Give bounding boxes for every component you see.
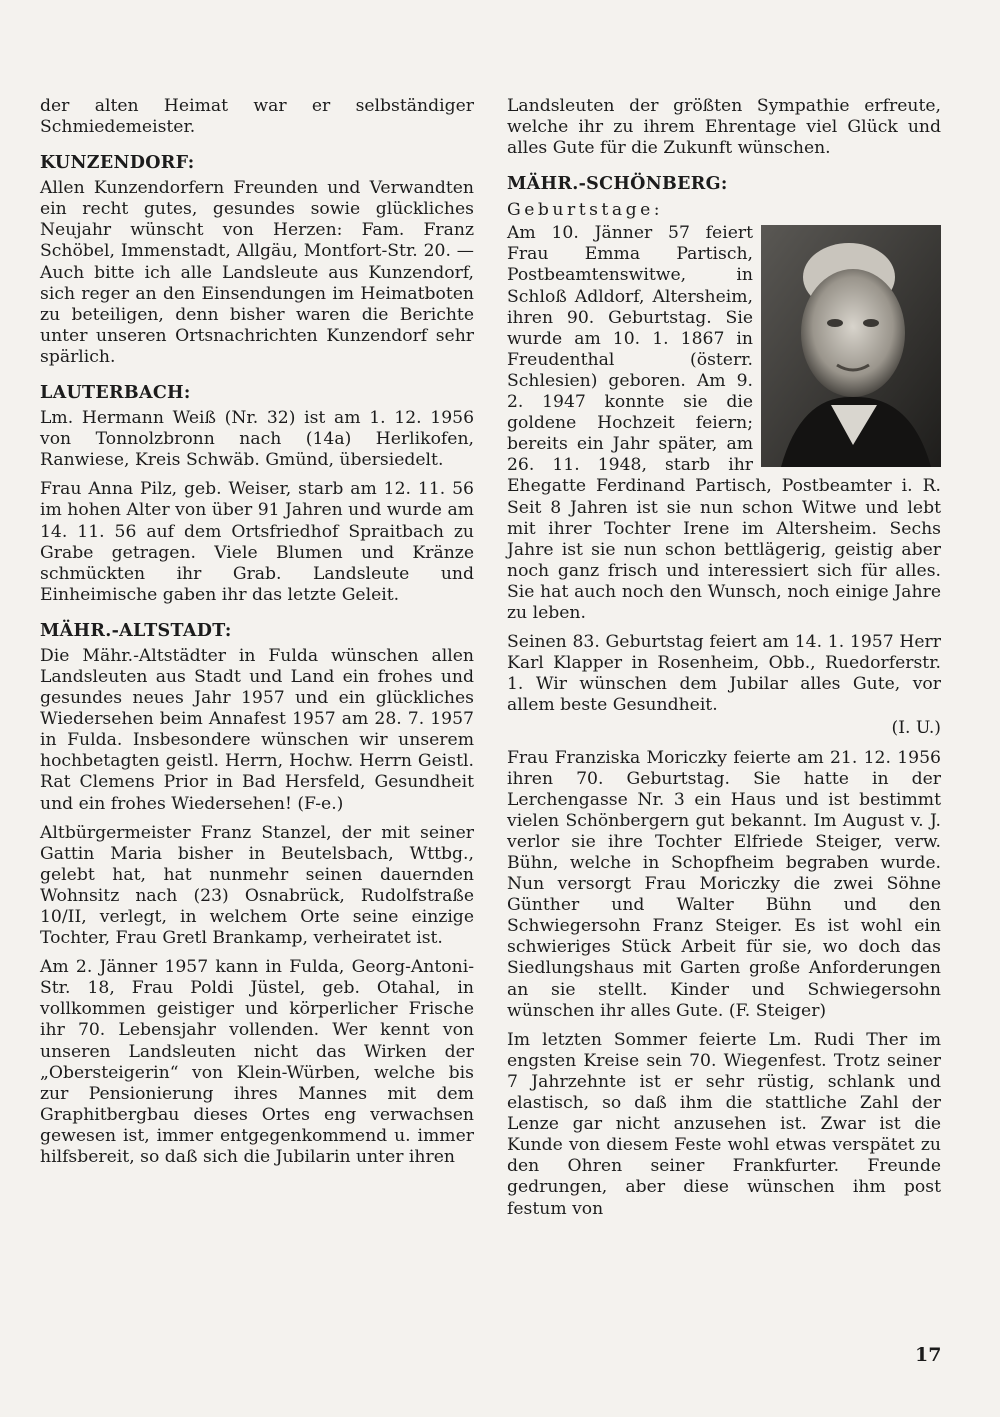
text-block: Die Mähr.-Altstädter in Fulda wünschen allen Landsleuten aus Stadt und Land ein frohes und gesundes neues Jahr 1957 und ein glückliches Wiedersehen beim Annafest 1957 am 28. 7. 1957 in Fulda. Insbesondere wünschen wir unserem hochbetagten geistl. Herrn, Hochw. Herrn Geistl. Rat Clemens Prior in Bad Hersfeld, Gesundheit und ein frohes Wiedersehen! (F-e.): [40, 645, 474, 814]
left-column: [40, 96, 474, 1176]
text-block: Altbürgermeister Franz Stanzel, der mit seiner Gattin Maria bisher in Beutelsbach, Wttbg., gelebt hat, hat nunmehr seinen dauernden Wohnsitz nach (23) Osnabrück, Rudolfstraße 10/II, verlegt, in welchem Orte seine einzige Tochter, Frau Gretl Brankamp, verheiratet ist.: [40, 822, 474, 949]
section-heading-kunzendorf: KUNZENDORF:: [40, 153, 195, 174]
author-initials: (I. U.): [891, 718, 941, 739]
text-block: Frau Franziska Moriczky feierte am 21. 12. 1956 ihren 70. Geburtstag. Sie hatte in der Lerchengasse Nr. 3 ein Haus und ist bestimmt vielen Schönbergern gut bekannt. Im August v. J. verlor sie ihre Tochter Elfriede Steiger, verw. Bühn, welche in Schopfheim begraben wurde. Nun versorgt Frau Moriczky die zwei Söhne Günther und Walter Bühn und den Schwiegersohn Franz Steiger. Es ist wohl ein schwieriges Stück Arbeit für sie, wo doch das Siedlungshaus mit Garten große Anforderungen an sie stellt. Kinder und Schwiegersohn wünschen ihr alles Gute. (F. Steiger): [507, 747, 941, 1021]
page-number: 17: [915, 1344, 942, 1366]
section-heading-maehr-schoenberg: MÄHR.-SCHÖNBERG:: [507, 174, 728, 195]
text-block: der alten Heimat war er selbständiger Schmiedemeister.: [40, 96, 474, 138]
text-block: Frau Anna Pilz, geb. Weiser, starb am 12. 11. 56 im hohen Alter von über 91 Jahren und wurde am 14. 11. 56 auf dem Ortsfriedhof Spraitbach zu Grabe getragen. Viele Blumen und Kränze schmückten ihr Grab. Landsleute und Einheimische gaben ihr das letzte Geleit.: [40, 479, 474, 605]
text-block: Seinen 83. Geburtstag feiert am 14. 1. 1957 Herr Karl Klapper in Rosenheim, Obb., Ruedorferstr. 1. Wir wünschen dem Jubilar alles Gute, vor allem beste Gesundheit.: [507, 632, 941, 716]
section-heading-maehr-altstadt: MÄHR.-ALTSTADT:: [40, 620, 232, 641]
right-column: [507, 96, 941, 1228]
portrait-image: [761, 225, 941, 467]
text-block: Allen Kunzendorfern Freunden und Verwandten ein recht gutes, gesundes sowie glückliches Neujahr wünscht von Herzen: Fam. Franz Schöbel, Immenstadt, Allgäu, Montfort-Str. 20. — Auch bitte ich alle Landsleute aus Kunzendorf, sich reger an den Einsendungen im Heimatboten zu beteiligen, denn bisher waren die Berichte unter unseren Ortsnachrichten Kunzendorf sehr spärlich.: [40, 178, 474, 367]
text-block: Am 10. Jänner 57 feiert Frau Emma Partisch, Postbeamtenswitwe, in Schloß Adldorf, Altersheim, ihren 90. Geburtstag. Sie wurde am 10. 1. 1867 in Freudenthal (österr. Schlesien) geboren. Am 9. 2. 1947 konnte sie die goldene Hochzeit feiern; bereits ein Jahr später, am 26. 11. 1948, starb ihr Ehegatte Ferdinand Partisch, Postbeamter i. R. Seit 8 Jahren ist sie nun schon Witwe und lebt mit ihrer Tochter Irene im Altersheim. Sechs Jahre ist sie nun schon bettlägerig, geistig aber noch ganz frisch und interessiert sich für alles. Sie hat auch noch den Wunsch, noch einige Jahre zu leben.: [507, 223, 941, 623]
text-block: Am 2. Jänner 1957 kann in Fulda, Georg-Antoni-Str. 18, Frau Poldi Jüstel, geb. Otahal, in vollkommen geistiger und körperlicher Frische ihr 70. Lebensjahr vollenden. Wer kennt von unseren Landsleuten nicht das Wirken der „Obersteigerin“ von Klein-Würben, welche bis zur Pensionierung ihres Mannes mit dem Graphitbergbau dieses Ortes eng verwachsen gewesen ist, immer entgegenkommend u. immer hilfsbereit, so daß sich die Jubilarin unter ihren: [40, 957, 474, 1168]
text-block: Landsleuten der größten Sympathie erfreute, welche ihr zu ihrem Ehrentage viel Glück und alles Gute für die Zukunft wünschen.: [507, 96, 941, 159]
subheading-geburtstage: Geburtstage:: [507, 200, 664, 221]
portrait-photo: [761, 225, 941, 467]
text-block: Im letzten Sommer feierte Lm. Rudi Ther im engsten Kreise sein 70. Wiegenfest. Trotz seiner 7 Jahrzehnte ist er sehr rüstig, schlank und elastisch, so daß ihm die stattliche Zahl der Lenze gar nicht anzusehen ist. Zwar ist die Kunde von diesem Feste wohl etwas verspätet zu den Ohren seiner Frankfurter. Freunde gedrungen, aber diese wünschen ihm post festum von: [507, 1029, 941, 1219]
text-block: Lm. Hermann Weiß (Nr. 32) ist am 1. 12. 1956 von Tonnolzbronn nach (14a) Herlikofen, Ranwiese, Kreis Schwäb. Gmünd, übersiedelt.: [40, 408, 474, 471]
section-heading-lauterbach: LAUTERBACH:: [40, 383, 191, 404]
